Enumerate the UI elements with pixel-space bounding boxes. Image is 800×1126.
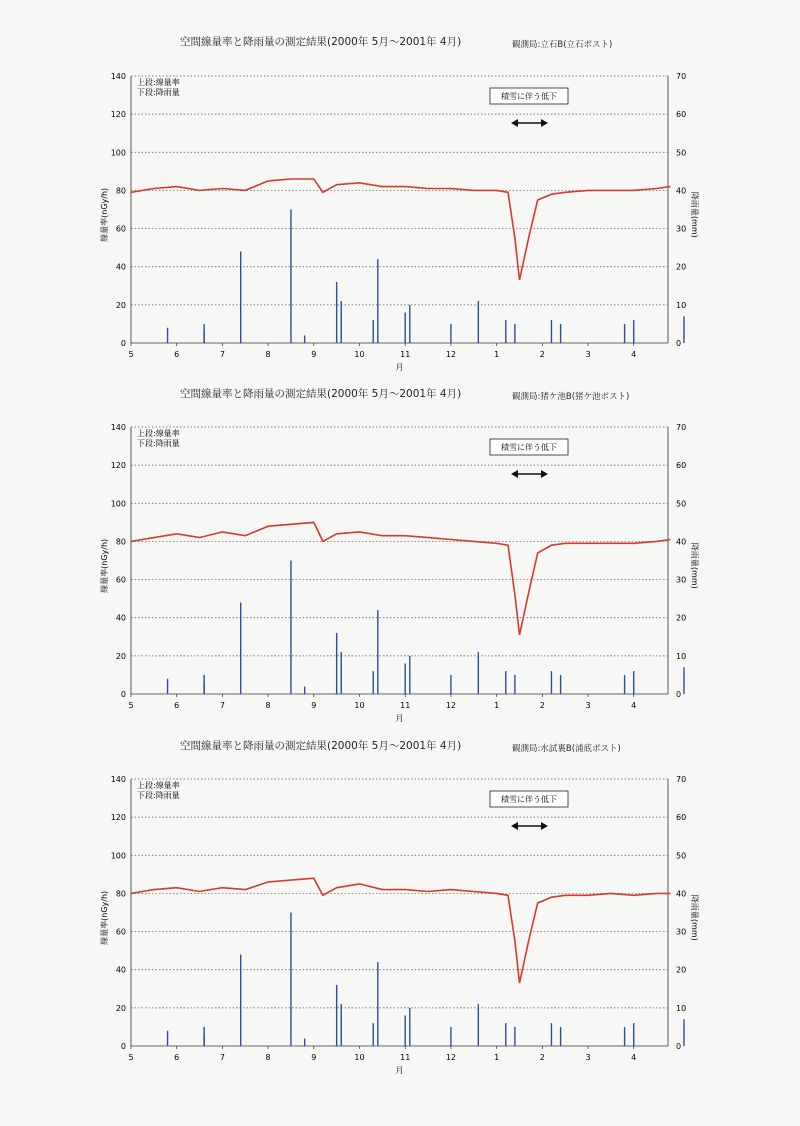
y-tick-label-left: 40 <box>115 965 126 975</box>
y-tick-label-right: 20 <box>676 262 687 272</box>
y-tick-label-right: 70 <box>676 775 687 784</box>
x-tick-label: 4 <box>631 350 637 359</box>
y-tick-label-right: 10 <box>676 300 687 310</box>
x-tick-label: 9 <box>311 701 317 710</box>
x-tick-label: 4 <box>631 1053 637 1062</box>
x-tick-label: 12 <box>445 701 457 710</box>
y-tick-label-left: 140 <box>110 775 126 784</box>
y-tick-label-right: 60 <box>676 110 687 120</box>
y-tick-label-right: 10 <box>676 1003 687 1013</box>
annotation-arrow-head-left <box>511 822 518 830</box>
x-tick-label: 9 <box>311 350 317 359</box>
y-tick-label-left: 60 <box>115 224 126 234</box>
y-tick-label-right: 30 <box>676 224 687 234</box>
y-axis-label-left: 線量率(nGy/h) <box>100 890 109 945</box>
x-tick-label: 12 <box>445 350 457 359</box>
y-tick-label-left: 60 <box>115 575 126 585</box>
y-tick-label-left: 40 <box>115 262 126 272</box>
annotation-arrow-head-right <box>541 822 548 830</box>
y-tick-label-right: 40 <box>676 186 687 196</box>
y-axis-label-right: 降雨量(mm) <box>690 894 699 941</box>
x-axis-label: 月 <box>395 363 404 372</box>
x-tick-label: 10 <box>354 1053 365 1062</box>
y-tick-label-right: 0 <box>676 339 682 348</box>
x-tick-label: 7 <box>219 350 225 359</box>
chart-title: 空間線量率と降雨量の測定結果(2000年 5月～2001年 4月) <box>180 36 462 48</box>
y-tick-label-right: 50 <box>676 851 687 861</box>
y-tick-label-left: 80 <box>115 537 126 547</box>
station-label: 観測局:立石B(立石ポスト) <box>512 40 613 50</box>
y-tick-label-right: 20 <box>676 965 687 975</box>
y-tick-label-right: 40 <box>676 537 687 547</box>
y-tick-label-right: 60 <box>676 461 687 471</box>
x-tick-label: 10 <box>354 350 365 359</box>
y-tick-label-left: 40 <box>115 613 126 623</box>
y-tick-label-right: 60 <box>676 813 687 823</box>
x-tick-label: 10 <box>354 701 365 710</box>
y-tick-label-left: 80 <box>115 889 126 899</box>
y-tick-label-right: 10 <box>676 651 687 661</box>
y-tick-label-left: 140 <box>110 423 126 432</box>
annotation-label: 積雪に伴う低下 <box>501 92 557 101</box>
x-tick-label: 3 <box>585 350 591 359</box>
y-tick-label-left: 80 <box>115 186 126 196</box>
y-tick-label-left: 140 <box>110 72 126 81</box>
x-tick-label: 7 <box>219 1053 225 1062</box>
x-tick-label: 1 <box>494 1053 500 1062</box>
station-label: 観測局:水試裏B(浦底ポスト) <box>512 744 621 754</box>
y-tick-label-left: 120 <box>110 110 126 120</box>
y-tick-label-left: 60 <box>115 927 126 937</box>
y-axis-label-left: 線量率(nGy/h) <box>100 187 109 242</box>
y-tick-label-left: 20 <box>115 300 126 310</box>
x-tick-label: 5 <box>128 350 134 359</box>
dose-rate-line <box>131 878 670 983</box>
y-tick-label-left: 0 <box>120 690 126 699</box>
legend-line-dose: 上段:線量率 <box>137 78 180 87</box>
x-tick-label: 8 <box>265 350 271 359</box>
x-tick-label: 12 <box>445 1053 457 1062</box>
x-tick-label: 11 <box>400 701 411 710</box>
x-tick-label: 11 <box>400 350 411 359</box>
y-tick-label-right: 70 <box>676 423 687 432</box>
y-tick-label-right: 30 <box>676 575 687 585</box>
y-tick-label-right: 0 <box>676 690 682 699</box>
y-tick-label-left: 100 <box>110 851 126 861</box>
x-axis-label: 月 <box>395 714 404 723</box>
legend-line-dose: 上段:線量率 <box>137 429 180 438</box>
y-tick-label-left: 100 <box>110 148 126 158</box>
y-tick-label-right: 40 <box>676 889 687 899</box>
station-label: 観測局:猪ケ池B(猪ケ池ポスト) <box>512 392 630 402</box>
y-tick-label-left: 120 <box>110 461 126 471</box>
chart-title: 空間線量率と降雨量の測定結果(2000年 5月～2001年 4月) <box>180 388 462 400</box>
x-tick-label: 9 <box>311 1053 317 1062</box>
legend-line-rain: 下段:降雨量 <box>137 88 180 97</box>
x-tick-label: 2 <box>539 1053 545 1062</box>
y-tick-label-left: 20 <box>115 651 126 661</box>
x-tick-label: 6 <box>174 350 180 359</box>
legend-line-rain: 下段:降雨量 <box>137 791 180 800</box>
y-tick-label-right: 50 <box>676 499 687 509</box>
y-tick-label-left: 0 <box>120 1042 126 1051</box>
y-tick-label-right: 20 <box>676 613 687 623</box>
x-tick-label: 2 <box>539 701 545 710</box>
annotation-label: 積雪に伴う低下 <box>501 795 557 804</box>
x-tick-label: 6 <box>174 701 180 710</box>
legend-line-rain: 下段:降雨量 <box>137 439 180 448</box>
y-tick-label-right: 30 <box>676 927 687 937</box>
x-tick-label: 3 <box>585 701 591 710</box>
y-tick-label-right: 70 <box>676 72 687 81</box>
legend-line-dose: 上段:線量率 <box>137 781 180 790</box>
x-tick-label: 1 <box>494 350 500 359</box>
y-tick-label-right: 50 <box>676 148 687 158</box>
x-tick-label: 5 <box>128 701 134 710</box>
y-tick-label-right: 0 <box>676 1042 682 1051</box>
x-tick-label: 1 <box>494 701 500 710</box>
y-axis-label-left: 線量率(nGy/h) <box>100 538 109 593</box>
y-axis-label-right: 降雨量(mm) <box>690 542 699 589</box>
y-axis-label-right: 降雨量(mm) <box>690 191 699 238</box>
x-tick-label: 3 <box>585 1053 591 1062</box>
y-tick-label-left: 0 <box>120 339 126 348</box>
x-tick-label: 4 <box>631 701 637 710</box>
x-tick-label: 7 <box>219 701 225 710</box>
x-tick-label: 2 <box>539 350 545 359</box>
x-tick-label: 8 <box>265 1053 271 1062</box>
y-tick-label-left: 120 <box>110 813 126 823</box>
x-axis-label: 月 <box>395 1066 404 1075</box>
y-tick-label-left: 100 <box>110 499 126 509</box>
chart-title: 空間線量率と降雨量の測定結果(2000年 5月～2001年 4月) <box>180 740 462 752</box>
y-tick-label-left: 20 <box>115 1003 126 1013</box>
annotation-label: 積雪に伴う低下 <box>501 443 557 452</box>
x-tick-label: 8 <box>265 701 271 710</box>
x-tick-label: 11 <box>400 1053 411 1062</box>
x-tick-label: 6 <box>174 1053 180 1062</box>
x-tick-label: 5 <box>128 1053 134 1062</box>
